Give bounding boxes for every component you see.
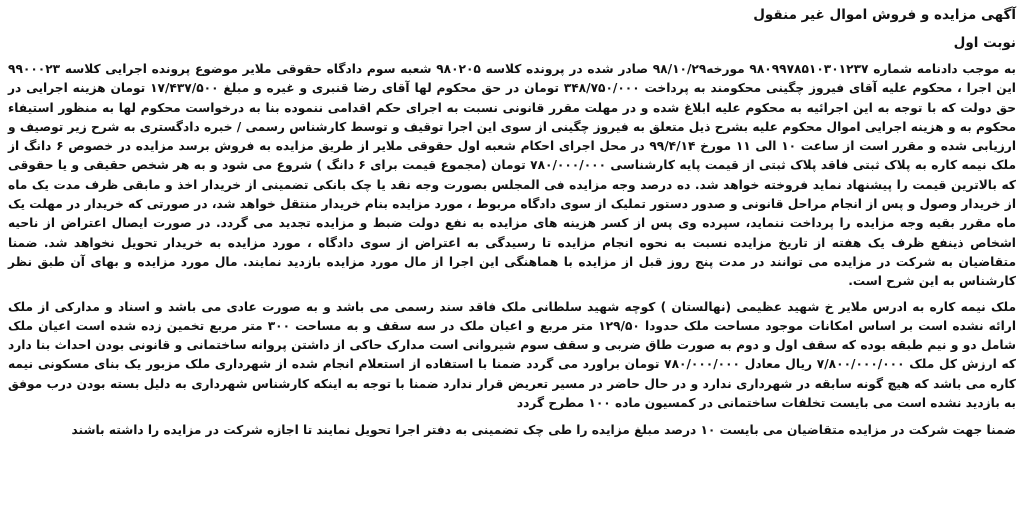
- notice-title: آگهی مزایده و فروش اموال غیر منقول: [753, 7, 1016, 23]
- notice-paragraph-property: ملک نیمه کاره به ادرس ملایر خ شهید عظیمی (نهالستان ) کوچه شهید سلطانی ملک فاقد سند رسمی می باشد و به صورت عادی می باشد و اسناد و مدارکی از ملک ارائه نشده است بر اساس امکانات موجود مساحت ملک حدودا ۱۲۹/۵۰ متر مربع و اعیان ملک در سه سقف و به مساحت ۳۰۰ متر مربع تخمین زده شده است اعیان ملک شامل دو و نیم طبقه بوده که سقف اول و دوم به صورت طاق ضربی و سقف سوم شیروانی است مدارک حاکی از داشتن پروانه ساختمانی و قانونی بودن احداث بنا دارد که ارزش کل ملک ۷/۸۰۰/۰۰۰/۰۰۰ ریال معادل ۷۸۰/۰۰۰/۰۰۰ تومان براورد می گردد ضمنا با استفاده از استعلام انجام شده از شهرداری ملک مزبور یک بنای مسکونی نیمه کاره می باشد که هیچ گونه سابقه در شهرداری ندارد و در حال حاضر در مسیر تعریض قرار ندارد ضمنا با توجه به اینکه کارشناس شهرداری به دلیل بسته بودن درب موفق به بازدید نشده است می بایست تخلفات ساختمانی در کمسیون ماده ۱۰۰ مطرح گردد: [8, 299, 1016, 411]
- notice-paragraph-participation: ضمنا جهت شرکت در مزایده متقاضیان می بایست ۱۰ درصد مبلغ مزایده را طی چک تضمینی به دفتر اجرا تحویل نمایند تا اجازه شرکت در مزایده را داشته باشند: [71, 423, 1016, 438]
- notice-round: نوبت اول: [953, 35, 1016, 51]
- notice-paragraph-main: به موجب دادنامه شماره ۹۸۰۹۹۷۸۵۱۰۳۰۱۲۳۷ مورخه۹۸/۱۰/۲۹ صادر شده در پرونده کلاسه ۹۸۰۲۰۵ شعبه سوم دادگاه حقوقی ملایر موضوع پرونده اجرایی کلاسه ۹۹۰۰۰۲۳ این اجرا ، محکوم علیه آقای فیروز چگینی محکومند به پرداخت ۳۴۸/۷۵۰/۰۰۰ تومان در حق محکوم لها آقای رضا قنبری و غیره و مبلغ ۱۷/۴۳۷/۵۰۰ تومان هزینه اجرایی در حق دولت که با توجه به این اجرائیه به محکوم علیه ابلاغ شده و در مهلت مقرر قانونی نسبت به اجرای حکم اقدامی ننموده بنا به درخواست محکوم لها به منظور استیفاء محکوم به و هزینه اجرایی اموال محکوم علیه بشرح ذیل متعلق به فیروز چگینی از سوی این اجرا توقیف و توسط کارشناس رسمی / خبره دادگستری به شرح زیر توصیف و ارزیابی شده و مقرر است از ساعت ۱۰ الی ۱۱ مورخ ۹۹/۴/۱۴ در محل اجرای احکام شعبه اول حقوقی ملایر از طریق مزایده به فروش برسد مزایده در خصوص ۶ دانگ از ملک نیمه کاره به پلاک ثبتی فاقد پلاک ثبتی از قیمت پایه کارشناسی ۷۸۰/۰۰۰/۰۰۰ تومان (مجموع قیمت برای ۶ دانگ ) شروع می شود و به هر شخص حقیقی و یا حقوقی که بالاترین قیمت را پیشنهاد نماید فروخته خواهد شد. ده درصد وجه مزایده فی المجلس بصورت وجه نقد یا چک بانکی تضمینی از خریدار اخذ و مابقی ظرف مدت یک ماه از خریدار وصول و پس از انجام مراحل قانونی و صدور دستور تملیک از سوی دادگاه مربوط ، مورد مزایده بنام خریدار منتقل خواهد شد، در صورتی که خریدار در مهلت یک ماه مقرر بقیه وجه مزایده را پرداخت ننماید، سپرده وی پس از کسر هزینه های مزایده به نفع دولت ضبط و مزایده تجدید می گردد. در صورت ایصال اعتراض از ناحیه اشخاص ذینفع ظرف یک هفته از تاریخ مزایده نسبت به نحوه انجام مزایده تا رسیدگی به اعتراض از سوی دادگاه ، مورد مزایده به خریدار تحویل نخواهد شد. ضمنا متقاضیان به شرکت در مزایده می توانند در مدت پنج روز قبل از مزایده با هماهنگی این اجرا از مال مورد مزایده بازدید نمایند. مال مورد مزایده و بهای آن طبق نظر کارشناس به این شرح است.: [8, 62, 1017, 289]
